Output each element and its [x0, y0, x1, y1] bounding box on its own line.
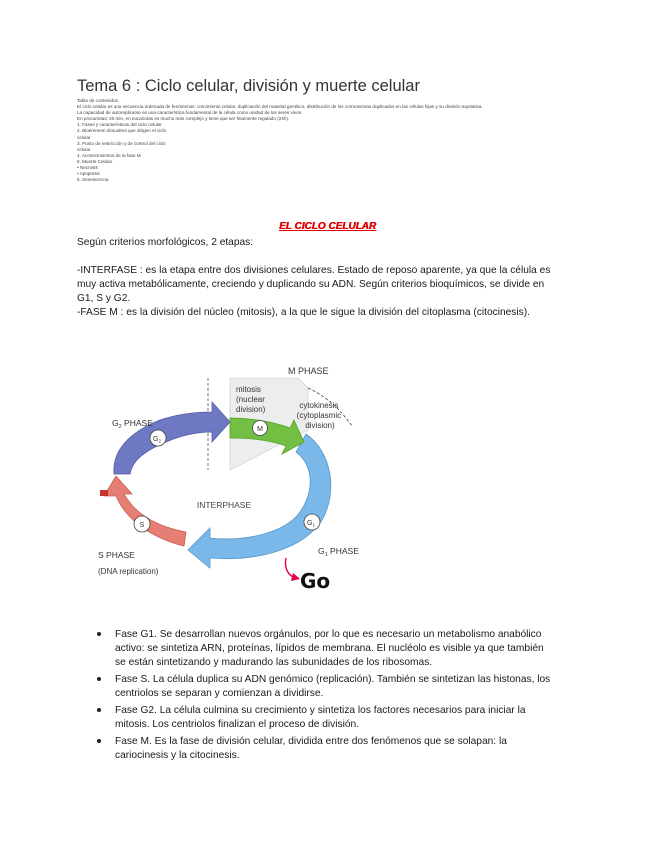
toc-line: 4. Aconecimientos de la fase M	[77, 152, 141, 158]
m-badge-text: M	[257, 426, 263, 433]
list-item-line: mitosis. Los centriolos finalizan el proceso de división.	[115, 719, 360, 730]
toc-line: Tabla de contenidos	[77, 98, 118, 103]
phase-list	[97, 628, 587, 766]
document-title: Tema 6 : Ciclo celular, división y muerte celular	[77, 77, 420, 95]
bullet-dot	[97, 632, 101, 636]
fasem-line: -FASE M : es la división del núcleo (mitosis), a la que le sigue la división del citoplasma (citocinesis).	[77, 307, 530, 318]
g2-phase-arc	[114, 402, 230, 474]
toc-line: • Necrosis	[77, 165, 98, 171]
interfase-line: -INTERFASE : es la etapa entre dos divisiones celulares. Estado de reposo aparente, ya que la célula es	[77, 265, 551, 276]
handwritten-arrow	[285, 558, 296, 578]
bullet-dot	[97, 739, 101, 743]
list-item-line: Fase S. La célula duplica su ADN genómico (replicación). También se sintetizan las histonas, los	[115, 674, 551, 685]
list-item-line: activo: se sintetiza ARN, proteínas, lípidos de membrana. El nucléolo es visible ya que también	[115, 643, 544, 654]
list-item-line: centriolos se separan y comienzan a dividirse.	[115, 688, 324, 699]
toc-line: En procariotas: 20 min, en eucariotas es mucho más complejo y tiene que ser finamente regulado (24h).	[77, 116, 290, 122]
list-item	[97, 628, 587, 670]
g1-phase-label: $G_1$ PHASE	[318, 546, 359, 558]
handwritten-go: Go	[300, 569, 331, 593]
s-phase-label: S PHASE	[98, 550, 135, 560]
interphase-label: INTERPHASE	[196, 500, 252, 510]
bullet-dot	[97, 677, 101, 681]
toc-line: 5. Muerte Celular	[77, 158, 113, 164]
list-item	[97, 673, 587, 701]
list-item-line: Fase G2. La célula culmina su crecimiento y sintetiza los factores necesarios para iniciar la	[115, 705, 526, 716]
toc-line: El ciclo celular es una secuencia ordenada de fenómenos: crecimiento celular, duplicación del material genético, distribución de los cormosomas duplicados en las células hijas y su división equitativa.	[77, 104, 483, 110]
interfase-line: muy activa metabólicamente, creciendo y duplicando su ADN. Según criterios bioquímicos, se divide en	[77, 279, 545, 290]
list-item-line: cariocinesis y la citocinesis.	[115, 750, 240, 761]
interfase-line: G1, S y G2.	[77, 293, 131, 304]
toc-line: 2. Bioeremem dirsualres que dirigen el ciclo	[77, 128, 167, 134]
toc-line: celular	[77, 134, 91, 140]
bullet-dot	[97, 708, 101, 712]
g1-badge-text: $G_1$	[307, 520, 315, 528]
g2-phase-label: $G_2$ PHASE	[112, 418, 153, 430]
list-item-line: se están sintetizando y madurando las subunidades de los ribosomas.	[115, 657, 433, 668]
s-phase-arc	[104, 476, 186, 546]
g2-badge-text: $G_2$	[153, 436, 161, 444]
m-phase-label: M PHASE	[288, 366, 329, 376]
list-item-line: Fase G1. Se desarrollan nuevos orgánulos, por lo que es necesario un metabolismo anabólico	[115, 629, 542, 640]
list-item	[97, 704, 587, 732]
list-item-line: Fase M. Es la fase de división celular, dividida entre dos fenómenos que se solapan: la	[115, 736, 507, 747]
cell-cycle-diagram	[90, 362, 396, 598]
section-title: EL CICLO CELULAR	[278, 221, 377, 232]
cytokinesis-label: cytokinesis (cytoplasmic division)	[296, 401, 342, 430]
s-badge-text: S	[139, 522, 145, 529]
intro-paragraph: Según criterios morfológicos, 2 etapas:	[77, 237, 254, 248]
s-phase-marker	[100, 490, 108, 496]
toc-line: 6. Senescencia	[77, 177, 109, 183]
toc-line: La capacidad de autoreplicarse es una característica fundamental de la célula como unidad de los seres vivos.	[77, 110, 303, 116]
toc-line: celular	[77, 146, 91, 152]
toc-line: • Apoptosis	[77, 171, 100, 177]
mitosis-label: mitosis (nuclear division)	[236, 385, 266, 414]
toc-line: 3. Punto de restricción y de control del ciclo	[77, 140, 166, 146]
list-item	[97, 735, 587, 763]
dna-replication-label: (DNA replication)	[98, 567, 159, 576]
table-of-contents	[77, 98, 597, 183]
toc-line: 1. Fases y características del ciclo celular	[77, 122, 162, 128]
